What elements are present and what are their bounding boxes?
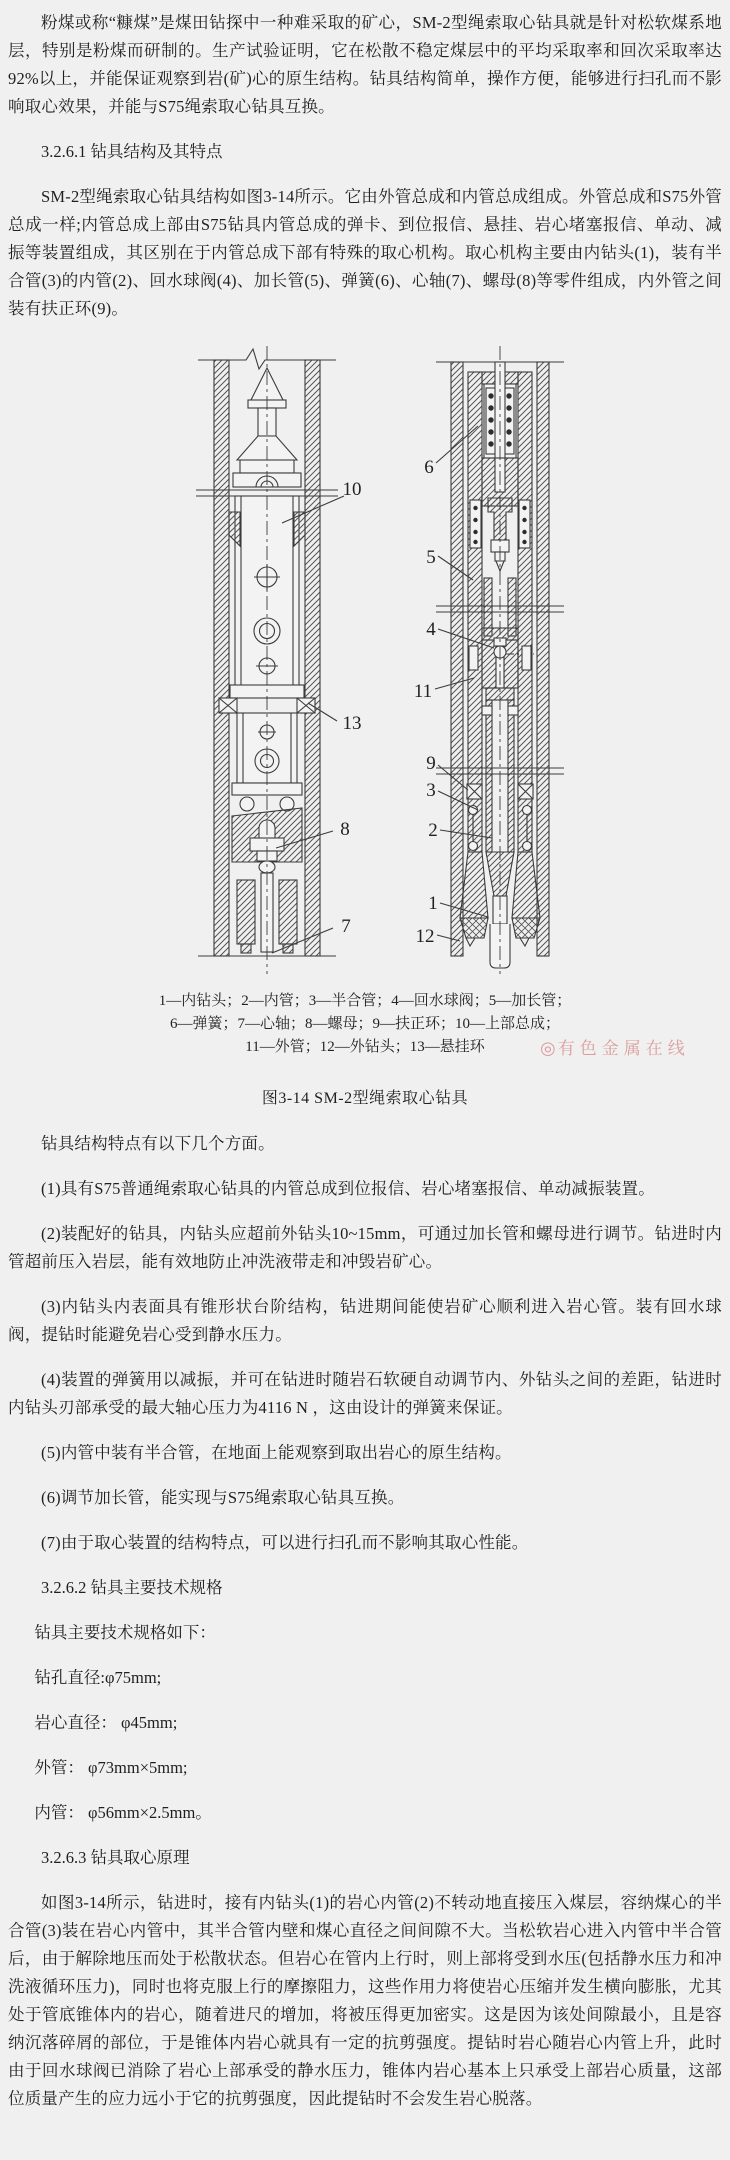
section-heading-3262: 3.2.6.2 钻具主要技术规格: [41, 1578, 223, 1597]
spec-core-diameter: 岩心直径： φ45mm;: [34, 1713, 178, 1732]
section-heading-3263: 3.2.6.3 钻具取心原理: [41, 1848, 190, 1867]
legend-line-1: 1—内钻头；2—内管；3—半合管；4—回水球阀；5—加长管；: [158, 993, 572, 1009]
callout-11: 11: [413, 681, 433, 702]
figure-caption: 图3-14 SM-2型绳索取心钻具: [261, 1090, 469, 1107]
watermark-logo-icon: ◎: [540, 1038, 556, 1058]
callout-8: 8: [340, 819, 350, 840]
legend-line-2: 6—弹簧；7—心轴；8—螺母；9—扶正环；10—上部总成；: [169, 1016, 560, 1032]
callout-3: 3: [426, 780, 436, 801]
right-section-drawing: [435, 346, 564, 974]
callout-10: 10: [342, 479, 362, 500]
callout-7: 7: [341, 916, 351, 937]
figure-legend: [0, 990, 730, 1059]
drill-tool-diagram: [140, 340, 590, 980]
callout-6: 6: [424, 457, 434, 478]
feature-item-1: (1)具有S75普通绳索取心钻具的内管总成到位报信、岩心堵塞报信、单动减振装置。: [41, 1179, 655, 1198]
callout-4: 4: [426, 619, 436, 640]
feature-item-5: (5)内管中装有半合管，在地面上能观察到取出岩心的原生结构。: [41, 1443, 512, 1462]
callout-12: 12: [415, 926, 435, 947]
specs-lead: 钻具主要技术规格如下：: [34, 1623, 216, 1642]
callout-5: 5: [426, 547, 436, 568]
spec-outer-tube: 外管： φ73mm×5mm;: [34, 1758, 188, 1777]
features-lead: 钻具结构特点有以下几个方面。: [41, 1134, 275, 1153]
figure-3-14: [0, 340, 730, 1113]
principle-paragraph: 如图3-14所示，钻进时，接有内钻头(1)的岩心内管(2)不转动地直接压入煤层，容纳煤心的半合管(3)装在岩心内管中，其半合管内壁和煤心直径之间间隙不大。当松软岩心进入内管中半合管后，由于解除地压而处于松散状态。但岩心在管内上行时，则上部将受到水压(包括静水压力和冲洗液循环压力)，同时也将克服上行的摩擦阻力，这些作用力将使岩心压缩并发生横向膨胀，尤其处于管底锥体内的岩心，随着进尺的增加，将被压得更加密实。这是因为该处间隙最小，且是容纳沉落碎屑的部位，于是锥体内岩心就具有一定的抗剪强度。提钻时岩心随岩心内管上升，此时由于回水球阀已消除了岩心上部承受的静水压力，锥体内岩心基本上只承受上部岩心质量，这部位质量产生的应力远小于它的抗剪强度，因此提钻时不会发生岩心脱落。: [8, 1893, 722, 2108]
spec-borehole-diameter: 钻孔直径:φ75mm;: [34, 1668, 162, 1687]
watermark-text: 有色金属在线: [557, 1039, 690, 1058]
intro-paragraph: 粉煤或称“糠煤”是煤田钻探中一种难采取的矿心，SM-2型绳索取心钻具就是针对松软煤系地层，特别是粉煤而研制的。生产试验证明，它在松散不稳定煤层中的平均采取率和回次采取率达92%以上，并能保证观察到岩(矿)心的原生结构。钻具结构简单，操作方便，能够进行扫孔而不影响取心效果，并能与S75绳索取心钻具互换。: [8, 13, 722, 116]
callout-9: 9: [426, 753, 436, 774]
feature-item-3: (3)内钻头内表面具有锥形状台阶结构，钻进期间能使岩矿心顺利进入岩心管。装有回水球阀，提钻时能避免岩心受到静水压力。: [8, 1297, 722, 1344]
feature-item-2: (2)装配好的钻具，内钻头应超前外钻头10~15mm，可通过加长管和螺母进行调节。钻进时内管超前压入岩层，能有效地防止冲洗液带走和冲毁岩矿心。: [8, 1224, 722, 1271]
callout-1: 1: [428, 893, 438, 914]
legend-line-3: 11—外管；12—外钻头；13—悬挂环: [245, 1039, 485, 1055]
callout-13: 13: [342, 713, 362, 734]
feature-item-4: (4)装置的弹簧用以减振，并可在钻进时随岩石软硬自动调节内、外钻头之间的差距，钻进时内钻头刃部承受的最大轴心压力为4116 N ，这由设计的弹簧来保证。: [8, 1370, 722, 1417]
spec-inner-tube: 内管： φ56mm×2.5mm。: [34, 1803, 212, 1822]
section-heading-3261: 3.2.6.1 钻具结构及其特点: [41, 142, 223, 161]
left-section-drawing: [196, 346, 344, 974]
callout-2: 2: [428, 820, 438, 841]
feature-item-7: (7)由于取心装置的结构特点，可以进行扫孔而不影响其取心性能。: [41, 1533, 529, 1552]
structure-paragraph: SM-2型绳索取心钻具结构如图3-14所示。它由外管总成和内管总成组成。外管总成和S75外管总成一样;内管总成上部由S75钻具内管总成的弹卡、到位报信、悬挂、岩心堵塞报信、单动、减振等装置组成，其区别在于内管总成下部有特殊的取心机构。取心机构主要由内钻头(1)，装有半合管(3)的内管(2)、回水球阀(4)、加长管(5)、弹簧(6)、心轴(7)、螺母(8)等零件组成，内外管之间装有扶正环(9)。: [8, 187, 722, 318]
feature-item-6: (6)调节加长管，能实现与S75绳索取心钻具互换。: [41, 1488, 405, 1507]
